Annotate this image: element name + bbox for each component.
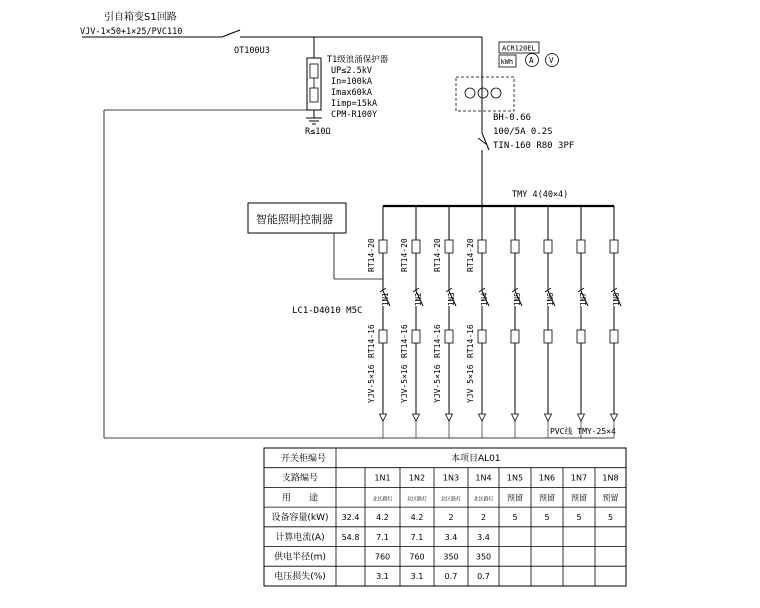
table-cell: 1N6 — [538, 473, 556, 483]
table-cell: 1N7 — [570, 473, 588, 483]
fuse-icon — [478, 240, 486, 253]
circuit-id-label: 1N4 — [480, 292, 489, 306]
fuse-icon — [610, 330, 618, 343]
table-cell-total: 32.4 — [341, 513, 360, 523]
table-cell: 预留 — [602, 493, 619, 503]
table-cell: 3.4 — [444, 532, 458, 542]
table-row-label: 供电半径(m) — [274, 552, 326, 563]
table-cell: 1N1 — [374, 473, 391, 483]
table-cell: 7.1 — [376, 532, 389, 542]
table-row-label: 用 途 — [281, 493, 319, 504]
table-row0-value: 本项目AL01 — [451, 454, 501, 464]
table-cell: 3.4 — [477, 532, 490, 542]
fuse-label: RT14-20 — [367, 238, 376, 272]
table-cell: 350 — [475, 552, 492, 562]
spd-line-6: CPM-R100Y — [331, 110, 378, 120]
arrow-down-icon — [512, 414, 519, 421]
table-cell: 1N4 — [475, 473, 492, 483]
circuit-id-label: 1N3 — [447, 292, 456, 306]
spd-element-1 — [310, 64, 318, 78]
ct-icon-2 — [478, 88, 488, 98]
table-cell: 3.1 — [376, 572, 389, 582]
fuse-label: RT14-20 — [400, 238, 409, 272]
table-cell: 5 — [576, 513, 582, 523]
arrow-down-icon — [413, 414, 420, 421]
spd-line-3: In=100kA — [331, 77, 372, 87]
incoming-cable: VJV-1×50+1×25/PVC110 — [80, 27, 183, 37]
spd-line-2: UP≤2.5kV — [331, 66, 372, 76]
fuse-icon — [379, 330, 387, 343]
fuse-icon — [478, 330, 486, 343]
table-cell: 5 — [512, 513, 518, 523]
table-cell: 1N8 — [602, 473, 619, 483]
busbar-label: TMY 4(40×4) — [512, 190, 569, 200]
voltmeter-label: V — [549, 56, 554, 65]
table-cell: 5 — [607, 513, 614, 523]
fuse-label: RT14-20 — [433, 238, 442, 272]
table-cell: 760 — [409, 552, 425, 562]
surge-protector — [305, 37, 389, 137]
arrow-down-icon — [578, 414, 585, 421]
circuit-id-label: 1N2 — [414, 292, 423, 306]
ct-icon-3 — [491, 88, 501, 98]
table-cell: 北区路灯 — [406, 496, 428, 503]
table-cell: 350 — [443, 552, 459, 562]
fuse-icon — [610, 240, 618, 253]
fuse-icon — [445, 240, 453, 253]
table-cell: 4.2 — [410, 513, 424, 523]
circuit-id-label: 1N7 — [579, 292, 588, 306]
table-row0-label: 开关柜编号 — [281, 454, 327, 464]
spd-line-5: Iimp=15kA — [331, 99, 378, 109]
arrow-down-icon — [446, 414, 453, 421]
table-cell: 4.2 — [376, 513, 389, 523]
fuse2-label: RT14-16 — [367, 324, 376, 358]
fuse-icon — [544, 240, 552, 253]
ct-icon-1 — [465, 88, 475, 98]
table-row-label: 支路编号 — [281, 473, 319, 484]
lighting-controller — [248, 203, 383, 316]
fuse-icon — [511, 330, 519, 343]
table-cell: 760 — [374, 552, 391, 562]
table-cell: 北区路灯 — [473, 496, 494, 503]
table-cell: 2 — [448, 513, 454, 523]
table-cell: 预留 — [539, 493, 555, 503]
table-row-label: 电压损失(%) — [274, 572, 326, 583]
fuse-icon — [544, 330, 552, 343]
ct-line-3: TIN-160 R80 3PF — [493, 141, 575, 151]
fuse2-label: RT14-16 — [400, 324, 409, 358]
fuse-icon — [577, 330, 585, 343]
summary-table — [264, 448, 626, 586]
spd-element-2 — [310, 88, 318, 102]
table-cell: 1N3 — [442, 473, 460, 483]
contactor-model: LC1-D4010 M5C — [292, 306, 363, 316]
kwh-label: kWh — [500, 58, 514, 66]
table-cell: 0.7 — [444, 572, 458, 582]
fuse-icon — [412, 330, 420, 343]
pe-return — [104, 110, 616, 438]
main-breaker-blade — [222, 30, 240, 37]
circuit-id-label: 1N6 — [546, 292, 555, 306]
ground-resistance: R≤10Ω — [305, 127, 331, 137]
pvc-note: PVC线 TMY-25×4 — [550, 427, 616, 436]
ct-line-2: 100/5A 0.2S — [493, 127, 553, 137]
table-cell: 5 — [544, 513, 550, 523]
table-cell: 2 — [480, 513, 487, 523]
spd-line-1: T1级浪涌保护器 — [327, 55, 389, 65]
arrow-down-icon — [545, 414, 552, 421]
incoming-title: 引自箱变S1回路 — [104, 12, 177, 23]
table-cell: 0.7 — [477, 572, 490, 582]
main-breaker-label: OT100U3 — [234, 46, 270, 56]
cable-label: YJV-5×16 — [400, 364, 409, 403]
controller-label: 智能照明控制器 — [256, 213, 333, 226]
table-cell: 1N2 — [408, 473, 426, 483]
table-row-label: 计算电流(A) — [275, 532, 325, 543]
table-cell: 7.1 — [410, 532, 424, 542]
cable-label: YJV-5×16 — [367, 364, 376, 403]
table-cell: 1N5 — [506, 473, 524, 483]
meter-device-label: ACR120EL — [502, 44, 536, 53]
arrow-down-icon — [611, 414, 618, 421]
fuse2-label: RT14-16 — [433, 324, 442, 358]
cable-label: YJV 5×16 — [466, 364, 475, 403]
table-cell: 预留 — [571, 493, 587, 503]
fuse-label: RT14-20 — [466, 238, 475, 272]
table-cell: 3.1 — [410, 572, 424, 582]
fuse2-label: RT14-16 — [466, 324, 475, 358]
table-cell: 预留 — [507, 493, 523, 503]
incoming-feeder — [80, 10, 482, 56]
table-cell: 北区路灯 — [440, 496, 462, 503]
fuse-icon — [577, 240, 585, 253]
circuit-id-label: 1N5 — [513, 292, 522, 306]
ct-line-1: BH-0.66 — [493, 113, 531, 123]
ammeter-label: A — [529, 56, 534, 65]
cable-label: YJV-5×16 — [433, 364, 442, 403]
table-cell: 北区路灯 — [372, 496, 393, 503]
arrow-down-icon — [479, 414, 486, 421]
fuse-icon — [412, 240, 420, 253]
branch-circuits — [367, 206, 621, 438]
fuse-icon — [445, 330, 453, 343]
arrow-down-icon — [380, 414, 387, 421]
table-cell-total: 54.8 — [341, 532, 360, 542]
fuse-icon — [511, 240, 519, 253]
circuit-id-label: 1N8 — [612, 292, 621, 306]
metering — [456, 42, 559, 111]
spd-line-4: Imax60kA — [331, 88, 372, 98]
circuit-id-label: 1N1 — [381, 292, 390, 306]
table-row-label: 设备容量(kW) — [271, 513, 329, 524]
fuse-icon — [379, 240, 387, 253]
